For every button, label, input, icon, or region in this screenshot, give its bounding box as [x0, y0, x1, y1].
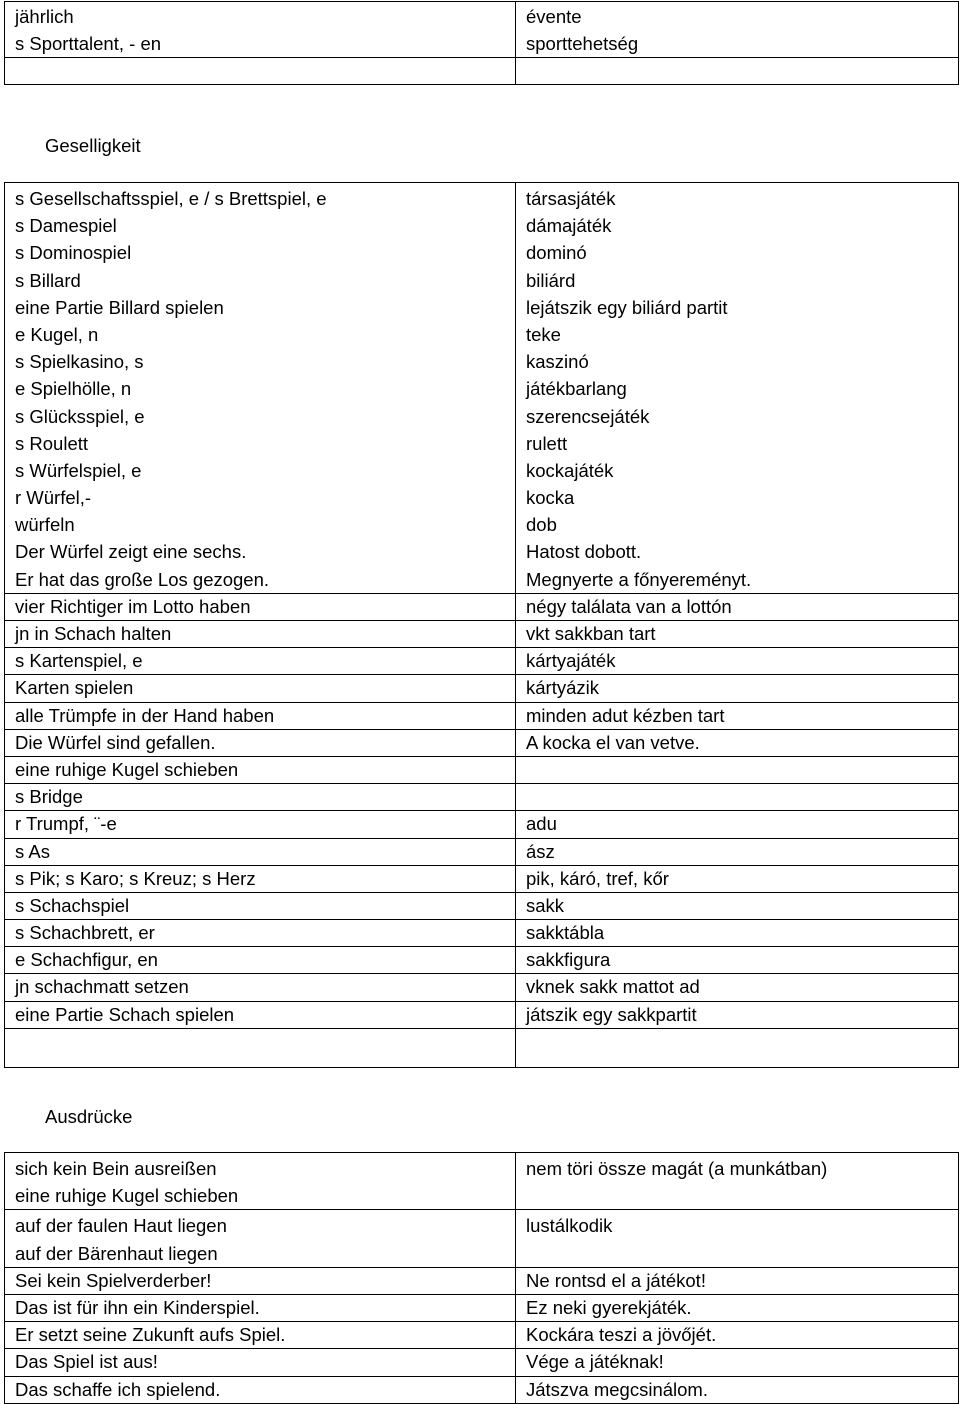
german-term: Die Würfel sind gefallen. [15, 731, 216, 753]
cell-german [5, 892, 516, 919]
table-row [5, 811, 959, 838]
cell-german [5, 784, 516, 811]
cell-hungarian [516, 675, 959, 702]
hungarian-term [526, 784, 958, 810]
cell-german [5, 974, 516, 1001]
german-term: s Damespiel [15, 215, 117, 237]
hungarian-term: sporttehetség [526, 33, 639, 55]
cell-hungarian [516, 974, 959, 1001]
german-term: jährlich [15, 6, 74, 27]
german-term: s Bridge [15, 786, 83, 808]
table-row [5, 1294, 959, 1321]
german-term: s Kartenspiel, e [15, 650, 143, 672]
german-term: Karten spielen [15, 677, 134, 699]
hungarian-term: kártyajáték [526, 650, 616, 672]
cell-hungarian [516, 1322, 959, 1349]
cell-hungarian [516, 1001, 959, 1028]
hungarian-term: pik, káró, tref, kőr [526, 867, 669, 889]
german-term-list [5, 183, 515, 593]
german-term: jn schachmatt setzen [15, 976, 189, 998]
cell-german [5, 920, 516, 947]
german-term: s Würfelspiel, e [15, 459, 142, 481]
hungarian-term: Vége a játéknak! [526, 1351, 664, 1373]
hungarian-term: dámajáték [526, 215, 612, 237]
hungarian-term: minden adut kézben tart [526, 704, 725, 726]
table-row-empty [5, 58, 959, 85]
german-term: s Sporttalent, - en [15, 33, 162, 55]
hungarian-term: Ez neki gyerekjáték. [526, 1296, 692, 1318]
hungarian-term: kocka [526, 487, 575, 509]
cell-hungarian [516, 1267, 959, 1294]
table-row [5, 1153, 959, 1210]
table-row [5, 1210, 959, 1267]
cell-german [5, 756, 516, 783]
cell-hungarian [516, 1294, 959, 1321]
german-term: eine Partie Schach spielen [15, 1003, 235, 1025]
cell-hungarian [516, 1210, 959, 1267]
table-row [5, 920, 959, 947]
german-term: s Spielkasino, s [15, 351, 144, 373]
german-term: würfeln [15, 514, 75, 536]
german-term: Das schaffe ich spielend. [15, 1378, 221, 1400]
cell-hungarian [516, 920, 959, 947]
cell-german [5, 1349, 516, 1376]
hungarian-term: évente [526, 6, 582, 27]
german-term: e Kugel, n [15, 323, 99, 345]
cell-german [5, 1153, 516, 1210]
german-term: Er setzt seine Zukunft aufs Spiel. [15, 1324, 286, 1346]
german-term: Sei kein Spielverderber! [15, 1269, 212, 1291]
hungarian-term: Kockára teszi a jövőjét. [526, 1324, 717, 1346]
table-row [5, 621, 959, 648]
cell-hungarian [516, 702, 959, 729]
cell-empty [5, 58, 516, 85]
german-term: s Pik; s Karo; s Kreuz; s Herz [15, 867, 256, 889]
cell-german [5, 1267, 516, 1294]
cell-hungarian [516, 648, 959, 675]
german-term: vier Richtiger im Lotto haben [15, 595, 251, 617]
table-row [5, 593, 959, 620]
hungarian-term: biliárd [526, 269, 576, 291]
cell-hungarian [516, 593, 959, 620]
hungarian-term: Hatost dobott. [526, 541, 642, 563]
table-row [5, 183, 959, 594]
section-heading-ausdruecke: Ausdrücke [45, 1106, 133, 1127]
cell-german [5, 838, 516, 865]
german-term: s Schachbrett, er [15, 922, 155, 944]
cell-german [5, 1294, 516, 1321]
german-term: s Dominospiel [15, 242, 132, 264]
vocab-table-top [4, 1, 959, 85]
section-heading-geselligkeit: Geselligkeit [45, 135, 141, 156]
hungarian-term: kártyázik [526, 677, 599, 699]
hungarian-term: A kocka el van vetve. [526, 731, 700, 753]
cell-hungarian [516, 729, 959, 756]
table-row [5, 784, 959, 811]
hungarian-term: dob [526, 514, 557, 536]
german-term: s Glücksspiel, e [15, 405, 145, 427]
hungarian-term: ász [526, 840, 555, 862]
table-row [5, 838, 959, 865]
table-row [5, 1376, 959, 1403]
hungarian-term: Ne rontsd el a játékot! [526, 1269, 706, 1291]
german-term: e Spielhölle, n [15, 378, 132, 400]
cell-empty [516, 58, 959, 85]
table-row [5, 1001, 959, 1028]
hungarian-term: kaszinó [526, 351, 589, 373]
hungarian-term: lustálkodik [526, 1215, 613, 1237]
german-term: s As [15, 840, 50, 862]
cell-german [5, 675, 516, 702]
german-term: s Roulett [15, 432, 89, 454]
cell-german [5, 1210, 516, 1267]
cell-empty [5, 1028, 516, 1067]
cell-hungarian [516, 621, 959, 648]
vocab-table-geselligkeit [4, 182, 959, 1068]
cell-hungarian-group [516, 183, 959, 594]
hungarian-term: sakkfigura [526, 949, 611, 971]
german-term: Das ist für ihn ein Kinderspiel. [15, 1296, 260, 1318]
cell-hungarian [516, 1376, 959, 1403]
cell-hungarian [516, 947, 959, 974]
cell-german-group [5, 183, 516, 594]
cell-german [5, 729, 516, 756]
german-term: s Schachspiel [15, 894, 130, 916]
german-term: eine ruhige Kugel schieben [15, 758, 239, 780]
table-row [5, 947, 959, 974]
table-row [5, 756, 959, 783]
cell-german [5, 648, 516, 675]
hungarian-term: játszik egy sakkpartit [526, 1003, 697, 1025]
hungarian-term: Játszva megcsinálom. [526, 1378, 708, 1400]
hungarian-term: adu [526, 813, 557, 835]
hungarian-term: szerencsejáték [526, 405, 650, 427]
cell-german [5, 947, 516, 974]
cell-hungarian [516, 756, 959, 783]
german-term: s Gesellschaftsspiel, e / s Brettspiel, e [15, 188, 327, 209]
german-term: Er hat das große Los gezogen. [15, 568, 270, 590]
german-term: r Würfel,- [15, 487, 92, 509]
hungarian-term [526, 757, 958, 783]
cell-german [5, 811, 516, 838]
table-row [5, 865, 959, 892]
cell-hungarian [516, 892, 959, 919]
german-term: e Schachfigur, en [15, 949, 158, 971]
german-term: r Trumpf, ¨-e [15, 813, 117, 835]
table-row [5, 702, 959, 729]
table-row [5, 729, 959, 756]
hungarian-term: rulett [526, 432, 568, 454]
cell-hungarian [516, 865, 959, 892]
hungarian-term: kockajáték [526, 459, 614, 481]
hungarian-term: dominó [526, 242, 587, 264]
cell-hungarian [516, 838, 959, 865]
german-term: Der Würfel zeigt eine sechs. [15, 541, 247, 563]
table-row [5, 1267, 959, 1294]
cell-german [5, 865, 516, 892]
table-row-empty [5, 1028, 959, 1067]
table-row [5, 675, 959, 702]
german-term: auf der Bärenhaut liegen [15, 1242, 218, 1264]
cell-german [5, 2, 516, 58]
hungarian-term: teke [526, 323, 561, 345]
hungarian-term: sakktábla [526, 922, 605, 944]
hungarian-term-list [516, 183, 958, 593]
german-term: Das Spiel ist aus! [15, 1351, 158, 1373]
table-row [5, 1322, 959, 1349]
hungarian-term: játékbarlang [526, 378, 627, 400]
vocab-table-ausdruecke [4, 1152, 959, 1404]
hungarian-term: sakk [526, 894, 565, 916]
cell-german [5, 702, 516, 729]
german-term: sich kein Bein ausreißen [15, 1158, 217, 1179]
cell-german [5, 1322, 516, 1349]
cell-german [5, 593, 516, 620]
cell-german [5, 1376, 516, 1403]
table-row [5, 2, 959, 58]
german-term: alle Trümpfe in der Hand haben [15, 704, 275, 726]
hungarian-term: nem töri össze magát (a munkátban) [526, 1158, 828, 1179]
german-term: eine Partie Billard spielen [15, 296, 224, 318]
table-row [5, 974, 959, 1001]
german-term: eine ruhige Kugel schieben [15, 1185, 239, 1207]
cell-hungarian [516, 2, 959, 58]
cell-hungarian [516, 784, 959, 811]
table-row [5, 1349, 959, 1376]
hungarian-term: Megnyerte a főnyereményt. [526, 568, 752, 590]
hungarian-term: négy találata van a lottón [526, 595, 732, 617]
cell-german [5, 1001, 516, 1028]
hungarian-term: vkt sakkban tart [526, 623, 656, 644]
hungarian-term: társasjáték [526, 188, 616, 209]
cell-hungarian [516, 1153, 959, 1210]
table-row [5, 648, 959, 675]
cell-german [5, 621, 516, 648]
cell-empty [516, 1028, 959, 1067]
cell-hungarian [516, 811, 959, 838]
german-term: s Billard [15, 269, 81, 291]
hungarian-term: vknek sakk mattot ad [526, 976, 700, 998]
cell-hungarian [516, 1349, 959, 1376]
german-term: auf der faulen Haut liegen [15, 1215, 227, 1237]
table-row [5, 892, 959, 919]
hungarian-term: lejátszik egy biliárd partit [526, 296, 728, 318]
german-term: jn in Schach halten [15, 623, 172, 644]
